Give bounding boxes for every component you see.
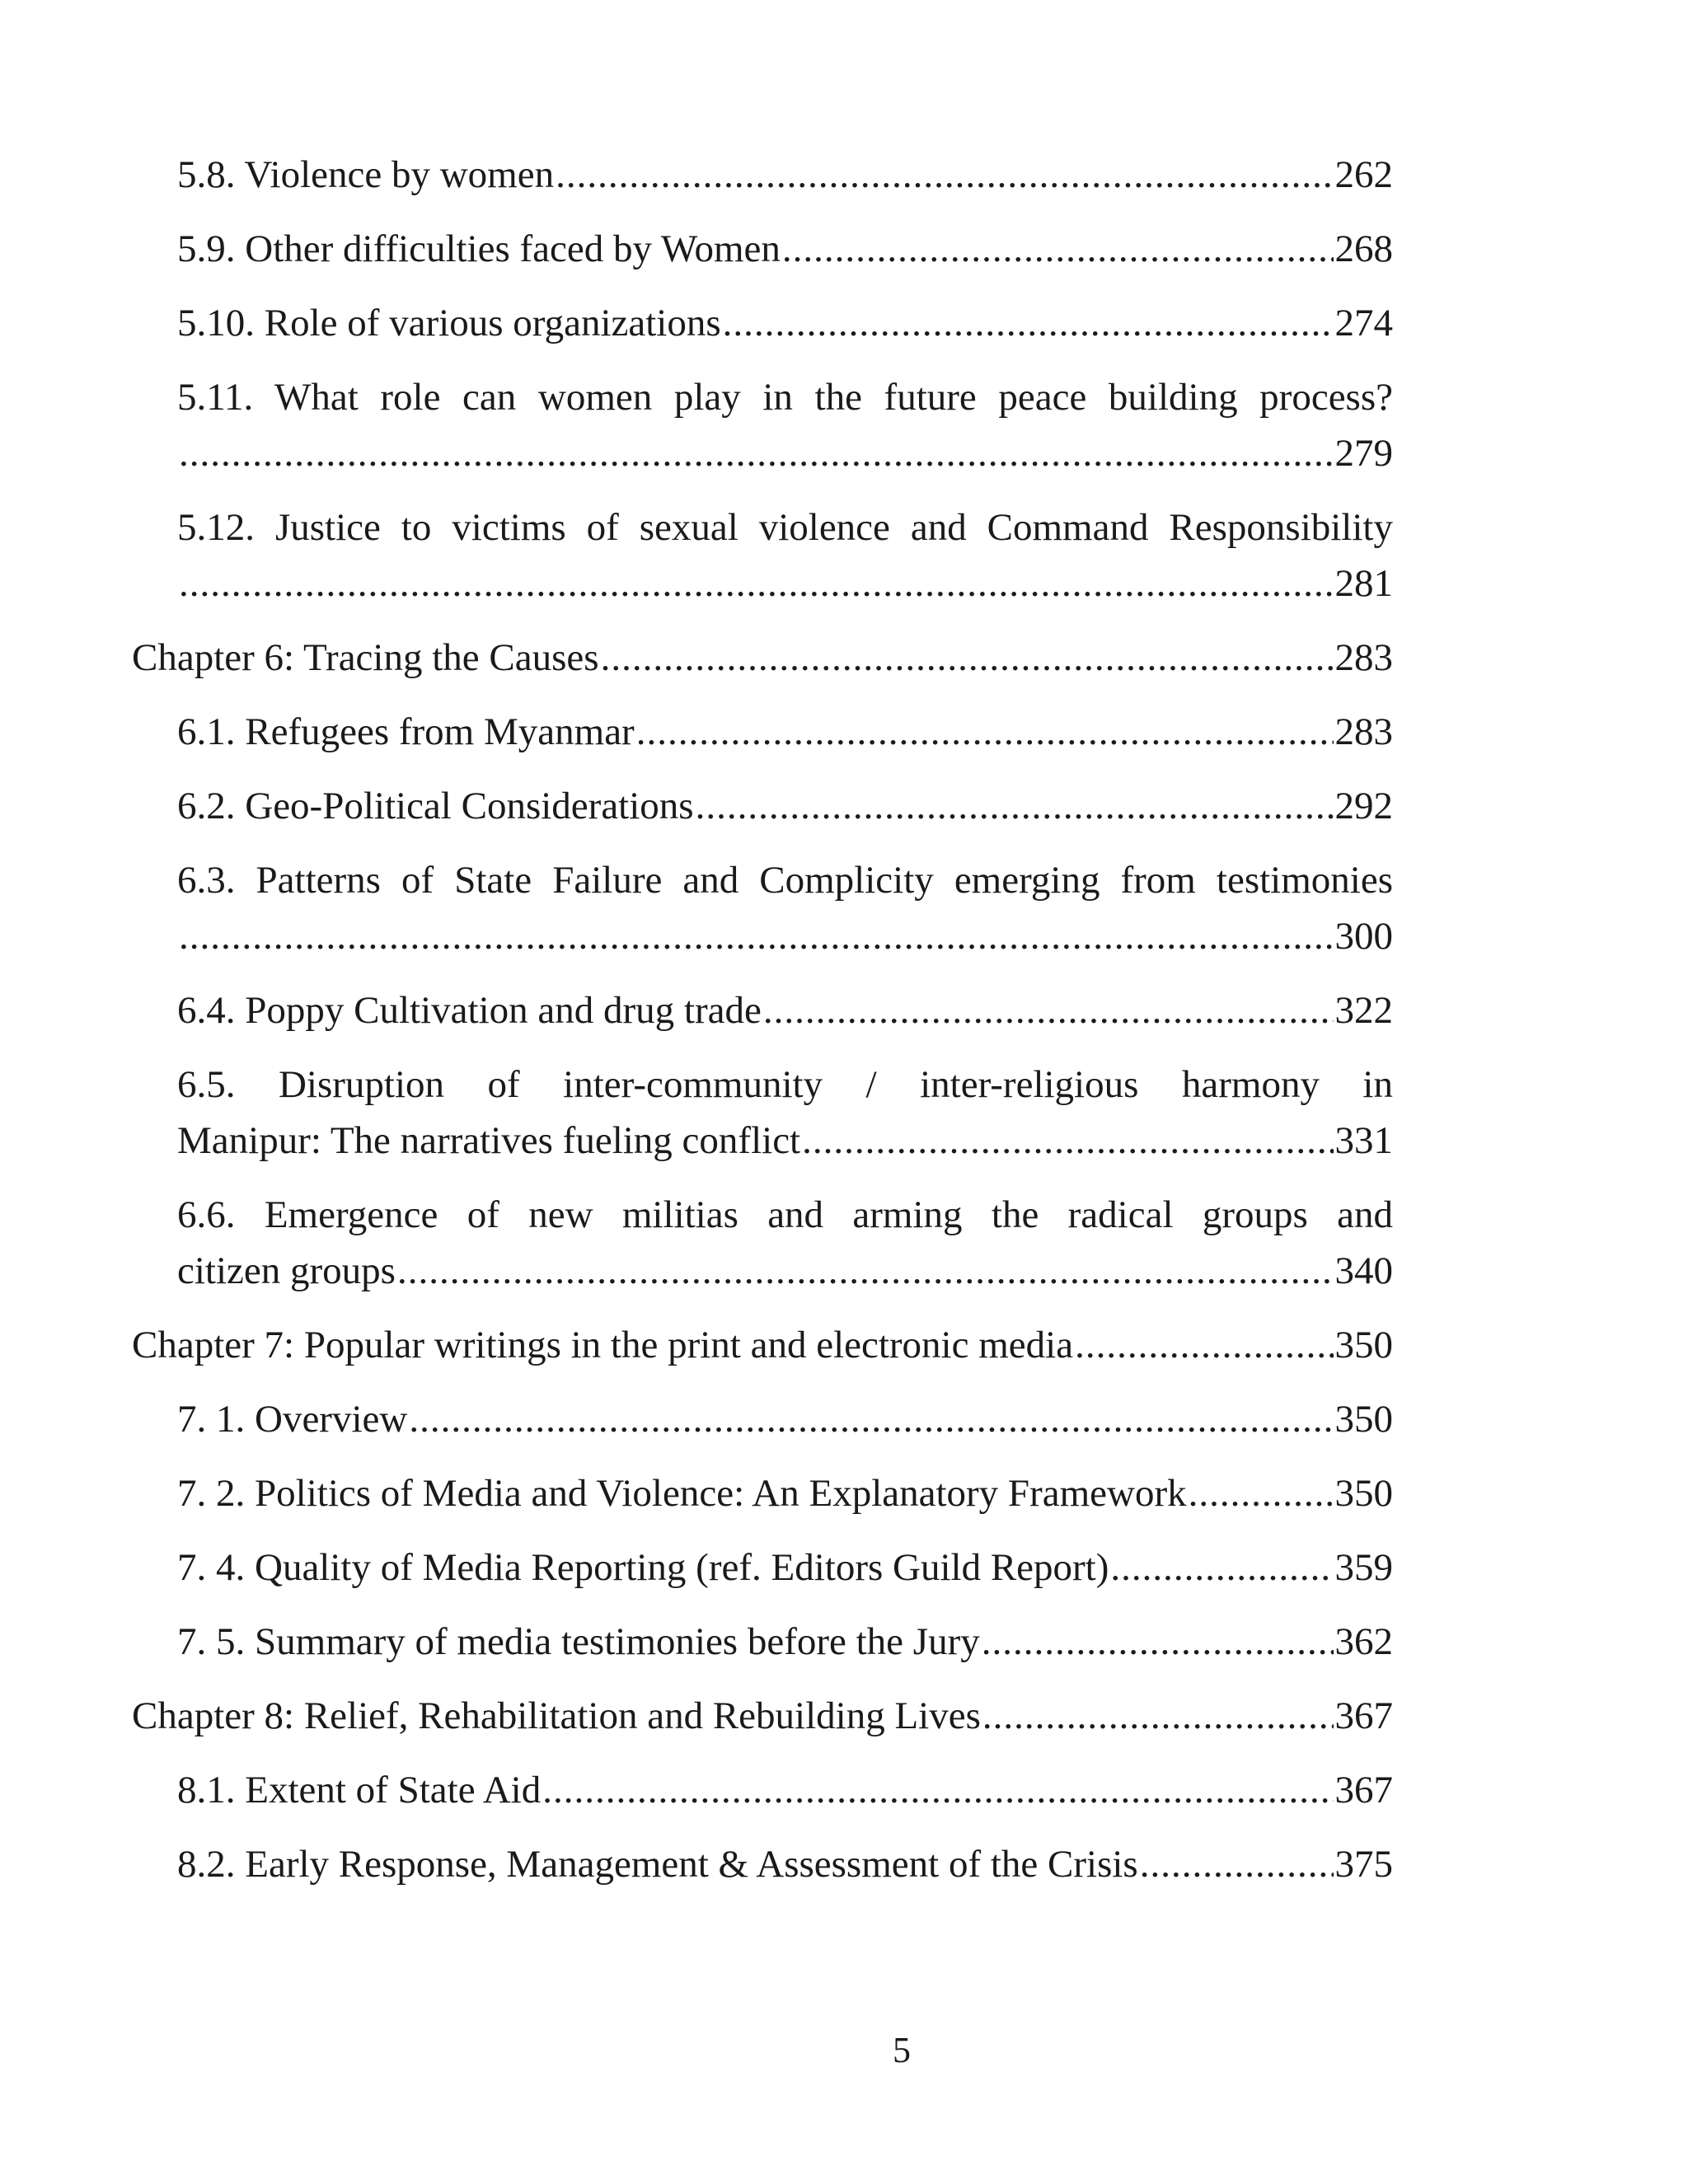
toc-page-number: 292: [1334, 785, 1393, 827]
dot-leader: [763, 982, 1334, 1038]
toc-section-entry: [177, 982, 1393, 1038]
toc-section-entry: [177, 1540, 1393, 1596]
dot-leader: [982, 1614, 1334, 1670]
toc-entry-line: [177, 555, 1393, 612]
toc-page-number: 283: [1334, 710, 1393, 753]
toc-entry-line: [177, 1057, 1393, 1113]
toc-entry-title: 7. 5. Summary of media testimonies before the Jury: [177, 1620, 980, 1663]
toc-entry-title: Manipur: The narratives fueling conflict: [177, 1119, 801, 1162]
toc-entry-title: 7. 1. Overview: [177, 1398, 408, 1441]
toc-page-number: 350: [1334, 1472, 1393, 1515]
toc-page-number: 331: [1334, 1119, 1393, 1162]
toc-page-number: 268: [1334, 227, 1393, 270]
dot-leader: [723, 295, 1334, 351]
toc-entry-line: [177, 1836, 1393, 1892]
toc-section-entry: [177, 369, 1393, 481]
dot-leader: [542, 1762, 1333, 1818]
toc-page-number: 367: [1334, 1694, 1393, 1737]
toc-entry-title: Chapter 7: Popular writings in the print and electronic media: [132, 1324, 1074, 1366]
toc-section-entry: [177, 147, 1393, 203]
toc-page-number: 283: [1334, 636, 1393, 679]
toc-page-number: 274: [1334, 302, 1393, 344]
toc-section-entry: [177, 221, 1393, 277]
toc-entry-line: [177, 778, 1393, 834]
toc-entry-line: [177, 1187, 1393, 1243]
toc-entry-line: [177, 704, 1393, 760]
table-of-contents: [132, 147, 1393, 1910]
dot-leader: [1189, 1465, 1334, 1521]
toc-entry-line: [177, 1391, 1393, 1447]
dot-leader: [409, 1391, 1333, 1447]
toc-entry-title: 5.11. What role can women play in the future peace building process?: [177, 376, 1393, 419]
dot-leader: [397, 1243, 1334, 1299]
toc-section-entry: [177, 704, 1393, 760]
toc-entry-line: [132, 1317, 1393, 1373]
toc-chapter-entry: [132, 630, 1393, 686]
toc-section-entry: [177, 1465, 1393, 1521]
toc-page-number: 367: [1334, 1769, 1393, 1811]
toc-entry-line: [177, 982, 1393, 1038]
toc-section-entry: [177, 499, 1393, 612]
toc-page-number: 262: [1334, 153, 1393, 196]
dot-leader: [982, 1688, 1334, 1744]
toc-page-number: 322: [1334, 989, 1393, 1032]
toc-page-number: 281: [1334, 562, 1393, 605]
dot-leader: [1110, 1540, 1333, 1596]
toc-entry-title: Chapter 6: Tracing the Causes: [132, 636, 599, 679]
toc-entry-line: [132, 1688, 1393, 1744]
toc-page-number: 375: [1334, 1843, 1393, 1886]
toc-entry-line: [177, 369, 1393, 425]
dot-leader: [696, 778, 1334, 834]
toc-entry-line: [177, 147, 1393, 203]
toc-page-number: 300: [1334, 915, 1393, 958]
dot-leader: [179, 908, 1334, 964]
toc-entry-title: 5.9. Other difficulties faced by Women: [177, 227, 781, 270]
toc-entry-line: [177, 852, 1393, 908]
toc-entry-title: 5.8. Violence by women: [177, 153, 555, 196]
toc-entry-title: 6.2. Geo-Political Considerations: [177, 785, 694, 827]
toc-entry-line: [177, 295, 1393, 351]
dot-leader: [179, 425, 1334, 481]
toc-entry-line: [177, 425, 1393, 481]
toc-entry-line: [177, 499, 1393, 555]
toc-entry-line: [132, 630, 1393, 686]
dot-leader: [782, 221, 1334, 277]
toc-entry-line: [177, 1762, 1393, 1818]
dot-leader: [636, 704, 1334, 760]
toc-entry-line: [177, 1113, 1393, 1169]
toc-entry-title: 6.5. Disruption of inter-community / inter-religious harmony in: [177, 1063, 1393, 1106]
toc-page-number: 350: [1334, 1398, 1393, 1441]
toc-page-number: 359: [1334, 1546, 1393, 1589]
toc-section-entry: [177, 1391, 1393, 1447]
toc-entry-line: [177, 1614, 1393, 1670]
toc-section-entry: [177, 1762, 1393, 1818]
toc-section-entry: [177, 1836, 1393, 1892]
toc-entry-line: [177, 908, 1393, 964]
toc-entry-title: 8.1. Extent of State Aid: [177, 1769, 542, 1811]
dot-leader: [1075, 1317, 1333, 1373]
toc-entry-title: citizen groups: [177, 1249, 396, 1292]
toc-entry-title: 6.3. Patterns of State Failure and Complicity emerging from testimonies: [177, 859, 1393, 902]
toc-entry-title: 7. 2. Politics of Media and Violence: An Explanatory Framework: [177, 1472, 1187, 1515]
toc-entry-title: 5.10. Role of various organizations: [177, 302, 721, 344]
toc-entry-title: 8.2. Early Response, Management & Assessment of the Crisis: [177, 1843, 1138, 1886]
toc-entry-title: 7. 4. Quality of Media Reporting (ref. Editors Guild Report): [177, 1546, 1109, 1589]
toc-section-entry: [177, 295, 1393, 351]
toc-entry-title: 6.6. Emergence of new militias and arming the radical groups and: [177, 1193, 1393, 1236]
dot-leader: [601, 630, 1334, 686]
toc-entry-title: 5.12. Justice to victims of sexual violence and Command Responsibility: [177, 506, 1393, 549]
toc-section-entry: [177, 1187, 1393, 1299]
toc-page-number: 362: [1334, 1620, 1393, 1663]
toc-page-number: 340: [1334, 1249, 1393, 1292]
toc-entry-title: Chapter 8: Relief, Rehabilitation and Rebuilding Lives: [132, 1694, 981, 1737]
toc-page-number: 350: [1334, 1324, 1393, 1366]
toc-page-number: 279: [1334, 432, 1393, 475]
dot-leader: [802, 1113, 1333, 1169]
page-number: 5: [893, 2030, 911, 2070]
toc-section-entry: [177, 852, 1393, 964]
toc-entry-line: [177, 1465, 1393, 1521]
toc-section-entry: [177, 778, 1393, 834]
toc-entry-title: 6.1. Refugees from Myanmar: [177, 710, 635, 753]
toc-entry-line: [177, 1540, 1393, 1596]
dot-leader: [1140, 1836, 1334, 1892]
dot-leader: [179, 555, 1334, 612]
toc-chapter-entry: [132, 1317, 1393, 1373]
toc-entry-line: [177, 221, 1393, 277]
toc-entry-title: 6.4. Poppy Cultivation and drug trade: [177, 989, 762, 1032]
dot-leader: [556, 147, 1333, 203]
toc-entry-line: [177, 1243, 1393, 1299]
toc-section-entry: [177, 1614, 1393, 1670]
toc-chapter-entry: [132, 1688, 1393, 1744]
toc-section-entry: [177, 1057, 1393, 1169]
